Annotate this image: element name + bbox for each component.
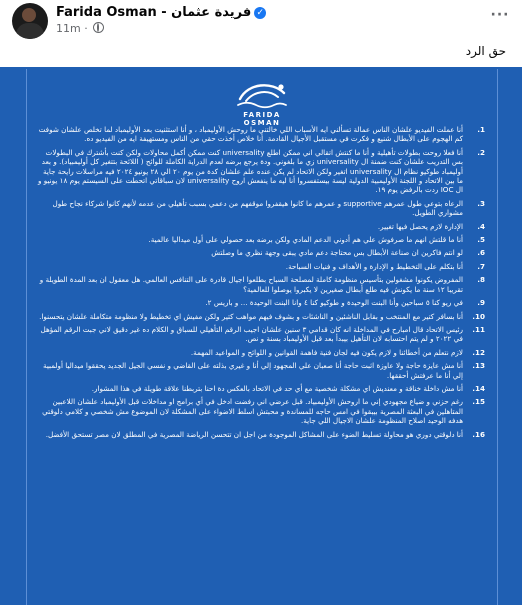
statement-item xyxy=(37,125,485,144)
post-time[interactable]: 11m xyxy=(56,22,81,35)
statement-item-number: 7. xyxy=(477,261,485,271)
statement-item-number: 9. xyxy=(477,298,485,308)
statement-item-text: المفروض يكونوا مشغولين بتأسيس منظومة كاملة لمصلحة السباح بطلعوا اجيال قادرة على التنافس العالمي. هل معقول ان بعد المدة الطويلة و تقريبا ١٢ سنة ما يكونش فيه طلع أبطال صغيرين لا يكبروا يوصلوا للعالمية؟ xyxy=(39,275,463,294)
statement-item-number: 4. xyxy=(477,221,485,231)
statement-item xyxy=(37,312,485,321)
statement-item-text: الرعاه بتوعي طول عمرهم supportive و عمرهم ما كانوا هيقفروا موقفهم من دعمي بسبب تأهيلي من عدمه لأنهم كانوا شركاء نجاح طول مشواري الطويل. xyxy=(52,198,463,218)
farida-osman-logo xyxy=(227,77,297,127)
statement-item-number: 6. xyxy=(477,248,485,258)
avatar[interactable] xyxy=(12,3,48,39)
statement-item-text: أنا فعلا روحت بطولات تأهيلية و أنا ما كنتش اتقالي اني ممكن اطلع universality كنت ممكن أكمل محاولات ولكن كنت بأشترك في البطولات بس التدريب علشان كنت ضمنة ال universality زي ما بلغوني. ودة يرجع برضه لعدم الدراية الكاملة للوائح ( اللائحة بتتغير كل أوليمبياد). و بعد أوليمباد طوكيو نظام ال universality اتغير ولكن الاتحاد لم يكن عنده علم علشان كدة من يوم ٢٠ الي ٢٨ يونيو ٢٠٢٤ فيه مراسلات رايحة جاية ما بين الاتحاد و اللجنة الأوليمبية الدولية ليسة بيستفسروا أنا ليه ما ينفعش اروح universality لان سباقاتي اتحطت على السيستم يوم ١٨ يونيو و ال IOC ردت بالرفض يوم ١٩. xyxy=(38,147,463,195)
statement-frame xyxy=(26,69,498,605)
statement-item-text: أنا بتكلم على التخطيط و الإدارة و الأهداف و فنيات السباحة. xyxy=(285,261,463,271)
statement-item xyxy=(37,222,485,231)
post-header xyxy=(0,0,522,40)
statement-item xyxy=(37,298,485,307)
statement-item xyxy=(37,361,485,380)
statement-item xyxy=(37,199,485,218)
statement-item-number: 16. xyxy=(472,429,485,439)
statement-item-text: أنا ما قلتش انهم ما صرفوش علي هم أدوني الدعم المادي ولكن برضه بعد حصولي على أول ميداليا عالمية. xyxy=(148,235,463,245)
statement-item-text: رئيس الاتحاد قال امبارح في المداخلة انه كان قدامي ٣ سنين علشان اجيب الرقم التأهيلي للسباق و الكلام ده غير دقيق لاني جبت الرقم المؤهل في ٢٠٢٢ و لم يتم احتسابه لان التأهيل بيبدأ بعد قبل الأوليمباد بسنة و نص. xyxy=(40,324,463,344)
verified-badge-icon: ✓ xyxy=(254,7,266,19)
statement-item-text: في ريو كنا ٥ سباحين وأنا البنت الوحيدة و طوكيو كنا ٤ وانا البنت الوحيدة ... و باريس ٢. xyxy=(205,298,463,308)
statement-item-text: أنا مش داخلة خناقة و معنديش اي مشكلة شخصية مع أي حد في الاتحاد بالعكس دة احنا بتربطنا علاقة طويلة في هذا المشوار. xyxy=(91,383,463,393)
statement-item-number: 14. xyxy=(472,383,485,393)
statement-item xyxy=(37,275,485,294)
statement-item-number: 2. xyxy=(477,147,485,157)
globe-icon xyxy=(93,22,104,33)
statement-item-number: 5. xyxy=(477,235,485,245)
more-options-button[interactable]: ··· xyxy=(490,7,510,23)
statement-item xyxy=(37,397,485,425)
statement-item-text: أنا عملت الفيديو علشان الناس عمالة تسألني ايه الأسباب اللي خالتني ما روحش الأوليمباد ، و أنا استثنيت بعد الأوليمباد لما تخلص علشان شوفت كم الهجوم على الأبطال شنيع و فكرت في مستقبل الأجيال القادمة. أنا خلاص أخذت حقي من الناس ومستهيفة ايه من الفيديو ده. xyxy=(38,125,463,144)
statement-item xyxy=(37,148,485,195)
statement-list xyxy=(37,125,485,443)
swimmer-logo-icon xyxy=(234,77,290,109)
post-meta xyxy=(56,22,104,35)
author-name-text[interactable]: Farida Osman - فريدة عثمان xyxy=(56,5,252,20)
statement-item-text: رغم حزني و ضياع مجهودي إني ما اروحش الأوليمبياد. قبل عرضي اني رفضت ادخل في أي برامج او مداخلات قبل الأوليمباد علشان اللاعبين المتاهلين في البعثة المصرية بيبقوا في امس حاجه للمساندة و محبتش اسلط الاضواء على المشكلة لان الموضوع مش شخصي و كلامي دلوقتي هدفه الوحيد اصلاح المنظومة علشان الاجيال اللي جاية. xyxy=(42,397,463,426)
statement-item-number: 15. xyxy=(472,397,485,407)
statement-item xyxy=(37,248,485,257)
statement-image[interactable] xyxy=(0,67,522,605)
statement-item-text: أنا مش عايزة حاجة ولا عاوزة اثبت حاجة أنا صعبان علي المجهود إلي أنا و غيري بذلته على القاضي و نفسي الجيل الجديد يحققوا ميداليا أولمبية إلي أنا ما عرفتش أحققها. xyxy=(42,361,463,380)
statement-item xyxy=(37,430,485,439)
statement-item-number: 8. xyxy=(477,275,485,285)
statement-item-number: 3. xyxy=(477,198,485,208)
avatar-body xyxy=(16,23,44,39)
statement-item-number: 12. xyxy=(472,347,485,357)
statement-item-text: أنا بسافر كتير مع المنتخب و بقابل الناشئين و الناشئات و بشوف فيهم مواهب كتير ولكن مفيش اي تخطيط ولا منظومة متكاملة علشان يتحسنوا. xyxy=(39,311,463,321)
statement-item xyxy=(37,348,485,357)
statement-item-number: 13. xyxy=(472,361,485,371)
statement-item-number: 10. xyxy=(472,311,485,321)
avatar-head xyxy=(22,8,36,22)
logo-text: FARIDA OSMAN xyxy=(243,111,281,127)
meta-separator: · xyxy=(84,22,88,35)
statement-item xyxy=(37,384,485,393)
author-name[interactable] xyxy=(56,5,266,20)
statement-item-number: 1. xyxy=(477,125,485,134)
statement-item-text: لازم نتعلم من أخطائنا و لازم يكون فيه لجان فنية فاهمة القوانين و اللوائح و المواعيد المهمة. xyxy=(190,347,463,357)
statement-item xyxy=(37,325,485,344)
statement-item xyxy=(37,235,485,244)
post-caption: حق الرد xyxy=(465,44,506,58)
statement-item xyxy=(37,262,485,271)
statement-item-number: 11. xyxy=(472,324,485,334)
statement-item-text: أنا دلوقتي دوري هو محاولة تسليط الضوء على المشاكل الموجودة من اجل ان تتحسن الرياضة المصرية في المطلق لان مصر تستحق الأفضل. xyxy=(45,429,463,439)
statement-item-text: الإدارة لازم يحصل فيها تغيير. xyxy=(377,221,463,231)
statement-item-text: لو انتم فاكرين ان صناعة الأبطال بس محتاجة دعم مادي يبقى وجهة نظري ما وصلتش xyxy=(211,248,463,258)
